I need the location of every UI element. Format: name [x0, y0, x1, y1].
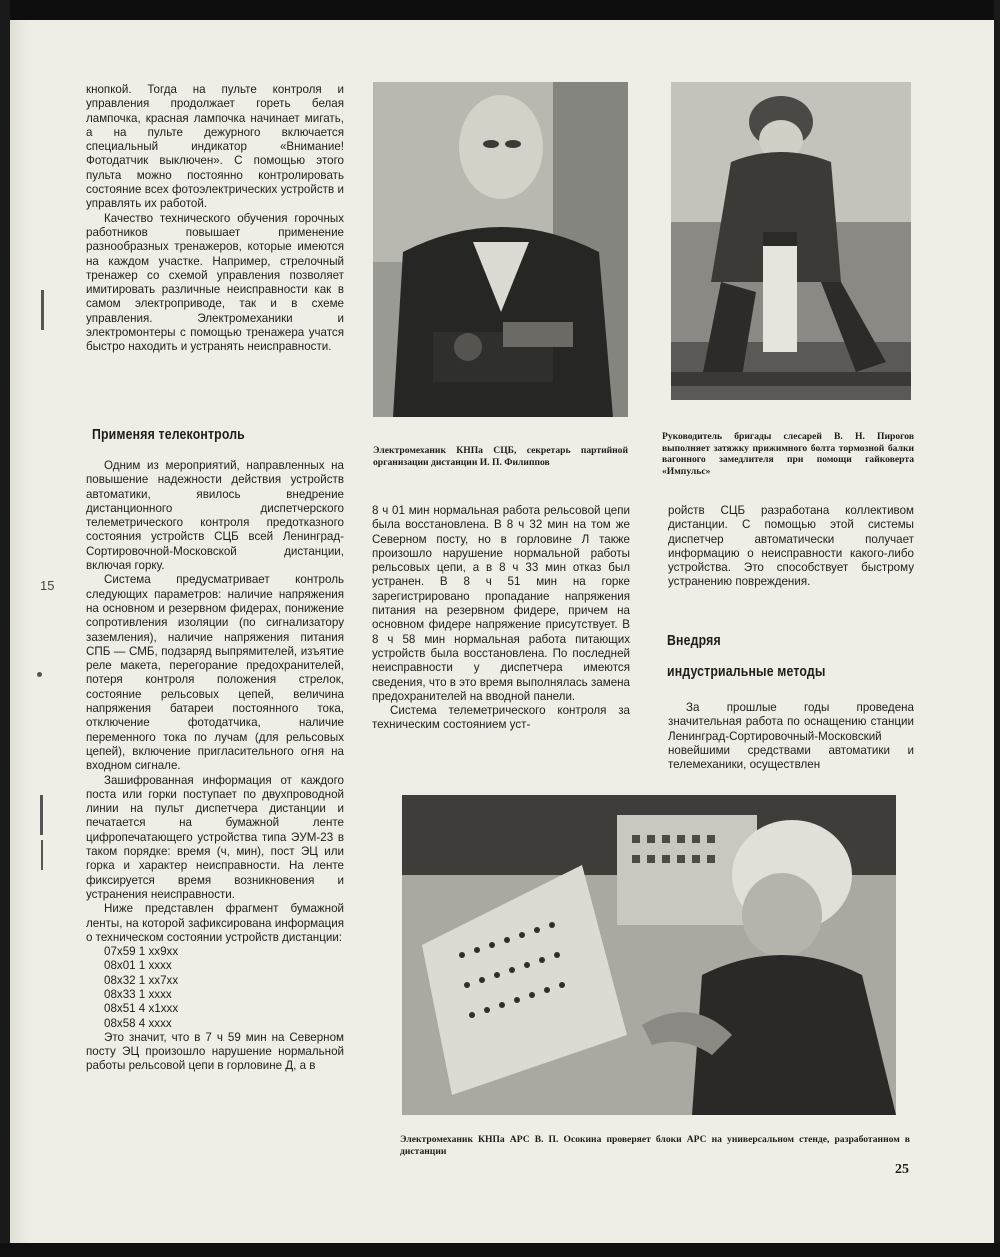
section-heading-industrial-line1: Внедряя [667, 632, 721, 649]
scan-border-right [994, 0, 1000, 1257]
tape-line: 08х58 4 хххх [104, 1016, 172, 1030]
tape-fragment [86, 945, 344, 1031]
margin-pencil-mark [37, 672, 42, 677]
scan-border-top [0, 0, 1000, 20]
scan-border-bottom [0, 1243, 1000, 1257]
left-column-top [86, 83, 344, 355]
caption-filippov: Электромеханик КНПа СЦБ, секретарь партийной организации дистанции И. П. Филиппов [373, 445, 628, 468]
tape-line: 08х33 1 хххх [104, 987, 172, 1001]
scan-border-left [0, 0, 10, 1257]
margin-pencil-mark [41, 290, 44, 330]
paragraph: За прошлые годы проведена значительная работа по оснащению станции Ленинград-Сортировочный-Московский новейшими средствами автоматики и телемеханики, осуществлен [668, 701, 914, 772]
paragraph: Качество технического обучения горочных работников повышает применение разнообразных тренажеров, которые имеются на каждом участке. Например, стрелочный тренажер со схемой управления позволяет имитировать различные неисправности как в самом электроприводе, так и в схеме управления. Электромеханики и электромонтеры с помощью тренажера учатся быстро находить и устранять неисправности. [86, 211, 344, 354]
margin-note: 15 [40, 578, 55, 593]
middle-column [372, 504, 630, 733]
paragraph: кнопкой. Тогда на пульте контроля и управления продолжает гореть белая лампочка, красная лампочка начинает мигать, а на пульте дежурного включается специальный индикатор «Внимание! Фотодатчик выключен». С помощью этого пульта можно постоянно контролировать состояние всех фотоэлектрических устройств и управлять их работой. [86, 83, 344, 211]
tape-line: 07х59 1 хх9хх [104, 945, 179, 959]
paragraph: Одним из мероприятий, направленных на повышение надежности действия устройств автоматики, явилось внедрение дистанционного диспетчерского телеметрического контроля предотказного состояния устройств СЦБ всей Ленинград-Сортировочной-Московской дистанции, включая горку. [86, 459, 344, 573]
margin-pencil-mark [40, 795, 43, 835]
section-heading-telecontrol: Применяя телеконтроль [92, 426, 245, 443]
page-number: 25 [895, 1162, 909, 1177]
tape-line: 08х51 4 х1ххх [104, 1002, 179, 1016]
paragraph: Это значит, что в 7 ч 59 мин на Северном посту ЭЦ произошло нарушение нормальной работы рельсовой цепи в горловине Д, а в [86, 1030, 344, 1073]
paragraph: Система предусматривает контроль следующих параметров: наличие напряжения на основном и резервном фидерах, понижение сопротивления изоляции (по сигнализатору заземления), наличие напряжения питания СПБ — СМБ, подзаряд выпрямителей, изъятие реле макета, перегорание предохранителей, потеря контроля положения стрелок, состояние рельсовых цепей, величина напряжения батареи постоянного тока, отключение фотодатчика, наличие переменного тока по лучам (для рельсовых цепей), включение пригласительного огня на входном сигнале. [86, 573, 344, 773]
paragraph: 8 ч 01 мин нормальная работа рельсовой цепи была восстановлена. В 8 ч 32 мин на том же Северном посту, но в горловине Л также произошло нарушение нормальной работы рельсовых цепи, а в 8 ч 33 мин отказ был устранен. В 8 ч 51 мин на горке зарегистрировано пропадание напряжения питания на резервном фидере, причем на основном фидере напряжение присутствует. В 8 ч 58 мин нормальная работа питающих устройств была восстановлена. По последней неисправности у диспетчера имеются сведения, что в это время выполнялась замена предохранителей на вводной панели. [372, 504, 630, 703]
section-heading-industrial-line2: индустриальные методы [667, 663, 826, 680]
paragraph: Система телеметрического контроля за техническим состоянием уст- [372, 704, 630, 732]
right-column-top [668, 504, 914, 590]
paragraph: Ниже представлен фрагмент бумажной ленты, на которой зафиксирована информация о техническом состоянии устройств дистанции: [86, 902, 344, 944]
right-column-bottom [668, 701, 914, 772]
photo-electromechanic-osokina [402, 795, 896, 1115]
paragraph: ройств СЦБ разработана коллективом дистанции. С помощью этой системы диспетчер автоматически получает информацию о неисправности какого-либо устройства. Это способствует быстрому устранению повреждения. [668, 504, 914, 589]
caption-pirogov: Руководитель бригады слесарей В. Н. Пирогов выполняет затяжку прижимного болта тормозной балки вагонного замедлителя при помощи гайковерта «Импульс» [662, 431, 914, 477]
tape-line: 08х32 1 хх7хх [104, 973, 179, 987]
paragraph: Зашифрованная информация от каждого поста или горки поступает по двухпроводной линии на пульт диспетчера дистанции и печатается на бумажной ленте цифропечатающего устройства типа ЭУМ-23 в таком порядке: время (ч, мин), пост ЭЦ или горка и характер неисправности. На ленте фиксируется время возникновения и устранения неисправности. [86, 773, 344, 901]
caption-osokina: Электромеханик КНПа АРС В. П. Осокина проверяет блоки АРС на универсальном стенде, разработанном в дистанции [400, 1134, 910, 1157]
photo-electromechanic-filippov [373, 82, 628, 417]
margin-pencil-mark [41, 840, 43, 870]
tape-line: 08х01 1 хххх [104, 959, 172, 973]
photo-brigade-leader-pirogov [671, 82, 911, 400]
left-column-bottom [86, 459, 344, 1074]
